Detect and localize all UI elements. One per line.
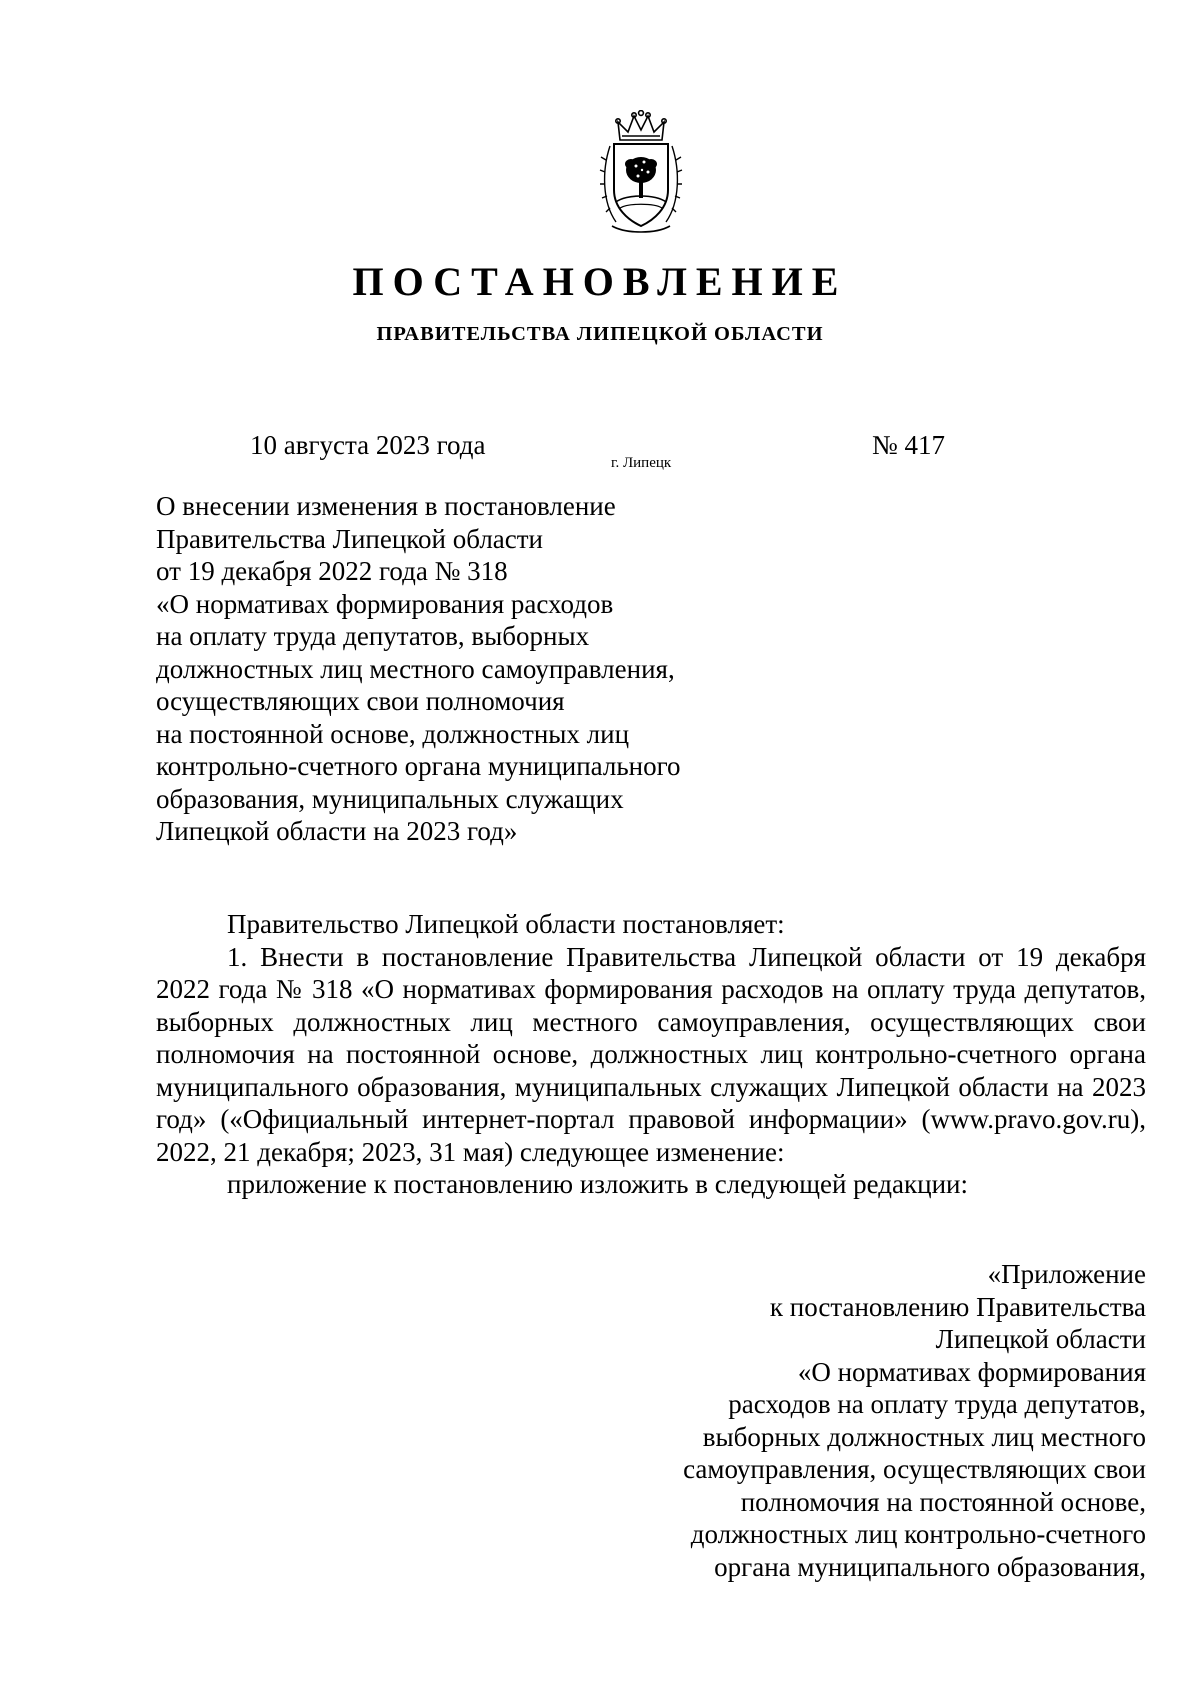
document-place: г. Липецк <box>611 455 672 471</box>
instruction-paragraph: приложение к постановлению изложить в следующей редакции: <box>227 1169 968 1199</box>
annex-line: должностных лиц контрольно-счетного <box>690 1519 1146 1549</box>
annex-line: расходов на оплату труда депутатов, <box>728 1389 1146 1419</box>
annex-line: выборных должностных лиц местного <box>702 1421 1146 1452</box>
annex-line: полномочия на постоянной основе, <box>740 1486 1146 1517</box>
subject-line: осуществляющих свои полномочия <box>156 686 565 716</box>
subject-line: на оплату труда депутатов, выборных <box>156 621 590 651</box>
document-number: № 417 <box>872 430 946 460</box>
document-subject <box>156 490 776 848</box>
annex-line: «О нормативах формирования <box>797 1356 1146 1387</box>
lipetsk-coat-of-arms-icon <box>598 110 684 238</box>
subject-line: должностных лиц местного самоуправления, <box>156 653 675 684</box>
document-title: ПОСТАНОВЛЕНИЕ <box>352 259 848 304</box>
subject-line: Правительства Липецкой области <box>156 523 544 554</box>
annex-line: «Приложение <box>987 1259 1146 1289</box>
annex-line: самоуправления, осуществляющих свои <box>683 1454 1146 1484</box>
point-1-paragraph: 1. Внести в постановление Правительства Липецкой области от 19 декабря 2022 года № 318 «О нормативах формирования расходов на оплату труда депутатов, выборных должностных лиц местного самоуправления, осуществляющих свои полномочия на постоянной основе, должностных лиц контрольно-счетного органа муниципального образования, муниципальных служащих Липецкой области на 2023 год» («Официальный интернет-портал правовой информации» (www.pravo.gov.ru), 2022, 21 декабря; 2023, 31 мая) следующее изменение: <box>156 941 1146 1167</box>
subject-line: О внесении изменения в постановление <box>156 491 616 521</box>
subject-line: от 19 декабря 2022 года № 318 <box>156 556 508 586</box>
subject-line: «О нормативах формирования расходов <box>156 588 614 619</box>
issuing-authority: ПРАВИТЕЛЬСТВА ЛИПЕЦКОЙ ОБЛАСТИ <box>376 323 824 345</box>
intro-paragraph: Правительство Липецкой области постановляет: <box>227 909 785 939</box>
annex-line: органа муниципального образования, <box>714 1551 1146 1582</box>
document-date: 10 августа 2023 года <box>250 430 486 460</box>
subject-line: Липецкой области на 2023 год» <box>156 816 518 846</box>
annex-line: Липецкой области <box>935 1324 1146 1354</box>
document-body <box>156 908 1146 1201</box>
subject-line: контрольно-счетного органа муниципального <box>156 751 681 781</box>
subject-line: на постоянной основе, должностных лиц <box>156 718 630 749</box>
annex-line: к постановлению Правительства <box>769 1291 1146 1322</box>
subject-line: образования, муниципальных служащих <box>156 783 624 814</box>
annex-heading <box>586 1258 1146 1583</box>
